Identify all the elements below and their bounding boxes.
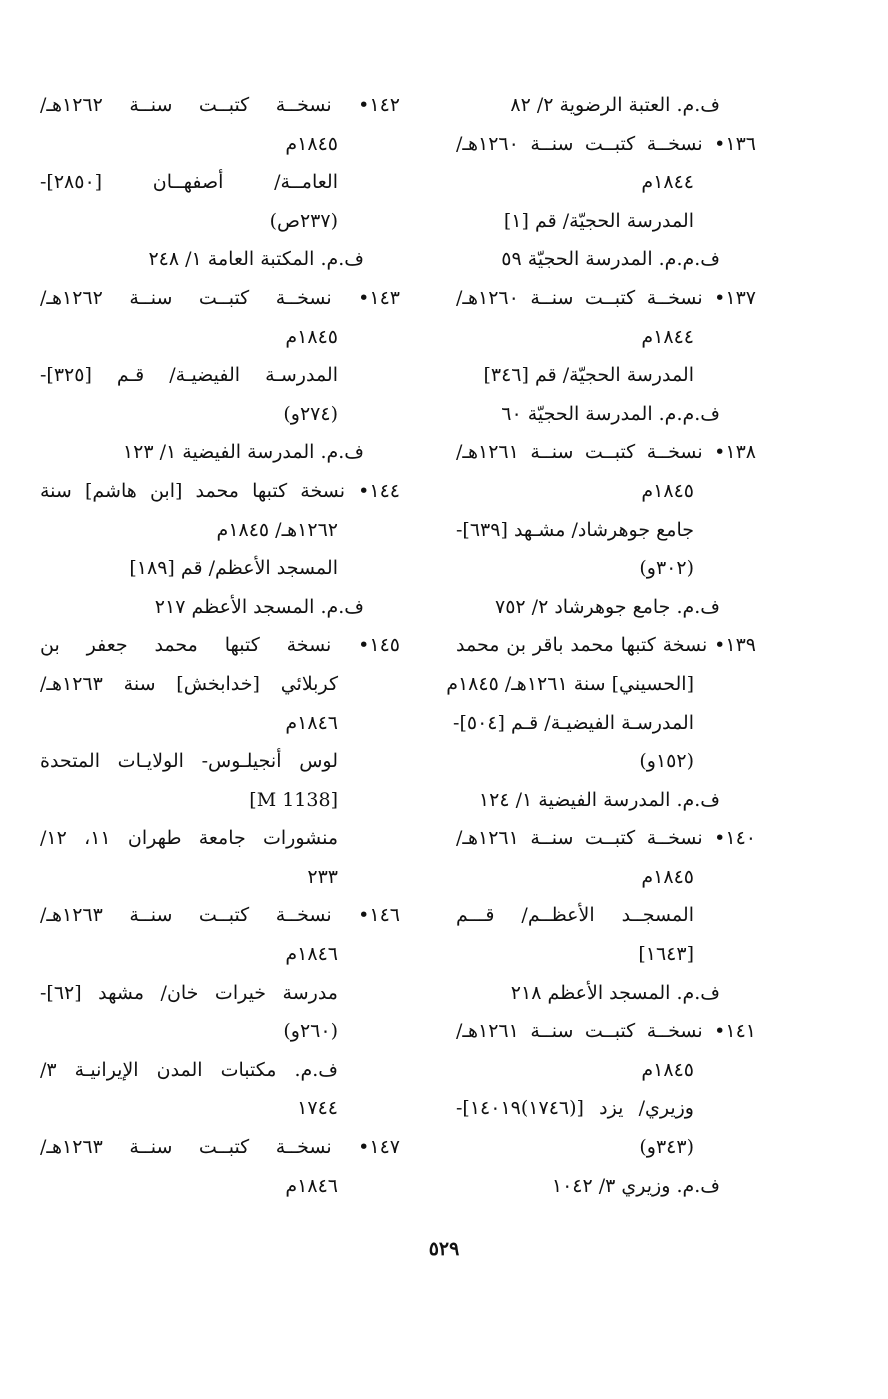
entry-line: ١٨٤٦م: [285, 943, 338, 966]
entry-line: كربلائي [خدابخش] سنة ١٢٦٣هـ/: [40, 672, 338, 695]
entry-line: ف.م. العتبة الرضوية ٢/ ٨٢: [510, 94, 720, 116]
entry-line: ٢٣٣: [307, 865, 338, 888]
catalog-entry: [40, 626, 400, 896]
entry-line: (٢٦٠و): [283, 1020, 338, 1043]
entry-line: ١٨٤٤م: [641, 171, 694, 194]
entry-line: المدرسة الحجيّة/ قم [١]: [503, 209, 694, 232]
entry-line: ف.م. المدرسة الفيضية ١/ ١٢٤: [478, 788, 720, 811]
entry-line: العامــة/ أصفهــان [٢٨٥٠]-: [40, 171, 338, 194]
entry-line: جامع جوهرشاد/ مشـهد [٦٣٩]-: [456, 518, 694, 541]
page-number: ٥٢٩: [428, 1238, 460, 1260]
entry-line: ف.م. مكتبات المدن الإيرانيـة ٣/: [40, 1058, 338, 1081]
entry-line: ١٤٦• نسخــة كتبــت سنــة ١٢٦٣هـ/: [40, 904, 400, 927]
entry-line: ١٤٠• نسخــة كتبــت سنــة ١٢٦١هـ/: [456, 827, 756, 850]
left-column: [40, 86, 400, 1205]
catalog-entry: [40, 279, 400, 472]
right-column: [446, 86, 756, 1205]
entry-line: (١٥٢و): [639, 750, 694, 773]
entry-line: ف.م. جامع جوهرشاد ٢/ ٧٥٢: [494, 595, 720, 618]
entry-line: مدرسة خيرات خان/ مشهد [٦٢]-: [40, 981, 338, 1004]
entry-line: ١٧٤٤: [297, 1097, 338, 1120]
catalog-entry: [456, 125, 756, 279]
entry-line: منشورات جامعة طهران ١١، ١٢/: [40, 827, 339, 850]
entry-line: ١٢٦٢هـ/ ١٨٤٥م: [216, 518, 338, 541]
entry-line: ف.م. المسجد الأعظم ٢١٧: [154, 595, 364, 618]
entry-line: ١٨٤٥م: [641, 865, 694, 888]
catalog-entry: [40, 1128, 400, 1205]
entry-line: ١٤٢• نسخــة كتبــت سنــة ١٢٦٢هـ/: [40, 94, 400, 116]
catalog-entry: [446, 626, 756, 819]
entry-line: ١٤٥• نسخة كتبها محمد جعفر بن: [40, 634, 400, 657]
entry-line: ف.م.م. المدرسة الحجيّة ٦٠: [501, 402, 720, 425]
entry-line: ١٤١• نسخــة كتبــت سنــة ١٢٦١هـ/: [456, 1020, 756, 1043]
entry-line: لوس أنجيلـوس- الولايـات المتحدة: [40, 750, 338, 773]
entry-line: المسجد الأعظم/ قم [١٨٩]: [129, 557, 338, 580]
entry-line: ١٤٤• نسخة كتبها محمد [ابن هاشم] سنة: [40, 479, 400, 502]
catalog-entry: [40, 896, 400, 1128]
entry-line: ١٣٦• نسخــة كتبــت سنــة ١٢٦٠هـ/: [456, 132, 756, 155]
entry-line: المدرسـة الفيضيـة/ قـم [٣٢٥]-: [40, 364, 338, 387]
entry-line: ف.م. المكتبة العامة ١/ ٢٤٨: [148, 248, 364, 271]
entry-line: ١٤٣• نسخــة كتبــت سنــة ١٢٦٢هـ/: [40, 286, 400, 309]
catalog-entry: [456, 86, 756, 125]
catalog-entry: [456, 279, 756, 433]
entry-line: (٣٤٣و): [639, 1136, 694, 1159]
catalog-entry: [40, 472, 400, 626]
catalog-entry: [456, 819, 756, 1012]
catalog-entry: [456, 433, 756, 626]
entry-line: ف.م. المدرسة الفيضية ١/ ١٢٣: [122, 441, 364, 464]
entry-line: المدرسـة الفيضيـة/ قـم [٥٠٤]-: [453, 711, 694, 734]
entry-line: (٢٣٧ص): [269, 209, 338, 232]
entry-line: ف.م. وزيري ٣/ ١٠٤٢: [551, 1174, 720, 1197]
entry-line: ١٣٩• نسخة كتبها محمد باقر بن محمد: [456, 634, 756, 657]
entry-line: ١٨٤٦م: [285, 1174, 338, 1197]
entry-line: ١٨٤٥م: [641, 479, 694, 502]
entry-line: ١٨٤٥م: [641, 1058, 694, 1081]
entry-line: ١٨٤٥م: [285, 132, 338, 155]
entry-line: المدرسة الحجيّة/ قم [٣٤٦]: [483, 364, 694, 387]
entry-line: ١٤٧• نسخــة كتبــت سنــة ١٢٦٣هـ/: [40, 1136, 400, 1159]
entry-line: ١٨٤٤م: [641, 325, 694, 348]
entry-line: (٣٠٢و): [639, 557, 694, 580]
catalog-entry: [40, 86, 400, 279]
entry-line: ١٨٤٥م: [285, 325, 338, 348]
entry-line: [١٦٤٣]: [638, 943, 694, 966]
entry-line: ف.م.م. المدرسة الحجيّة ٥٩: [501, 248, 720, 271]
entry-line: ١٨٤٦م: [285, 711, 338, 734]
entry-line: ١٣٨• نسخــة كتبــت سنــة ١٢٦١هـ/: [456, 441, 756, 464]
entry-line: ١٣٧• نسخــة كتبــت سنــة ١٢٦٠هـ/: [456, 286, 756, 309]
entry-line: المسجــد الأعظــم/ قـــم: [456, 904, 694, 927]
entry-line: وزيري/ يزد [(١٧٤٦)١٤٠١٩]-: [456, 1097, 694, 1120]
entry-line: [الحسيني] سنة ١٢٦١هـ/ ١٨٤٥م: [446, 672, 694, 695]
entry-line: (٢٧٤و): [283, 402, 338, 425]
entry-line: [M 1138]: [249, 788, 338, 811]
entry-line: ف.م. المسجد الأعظم ٢١٨: [510, 981, 720, 1004]
catalog-entry: [456, 1012, 756, 1205]
